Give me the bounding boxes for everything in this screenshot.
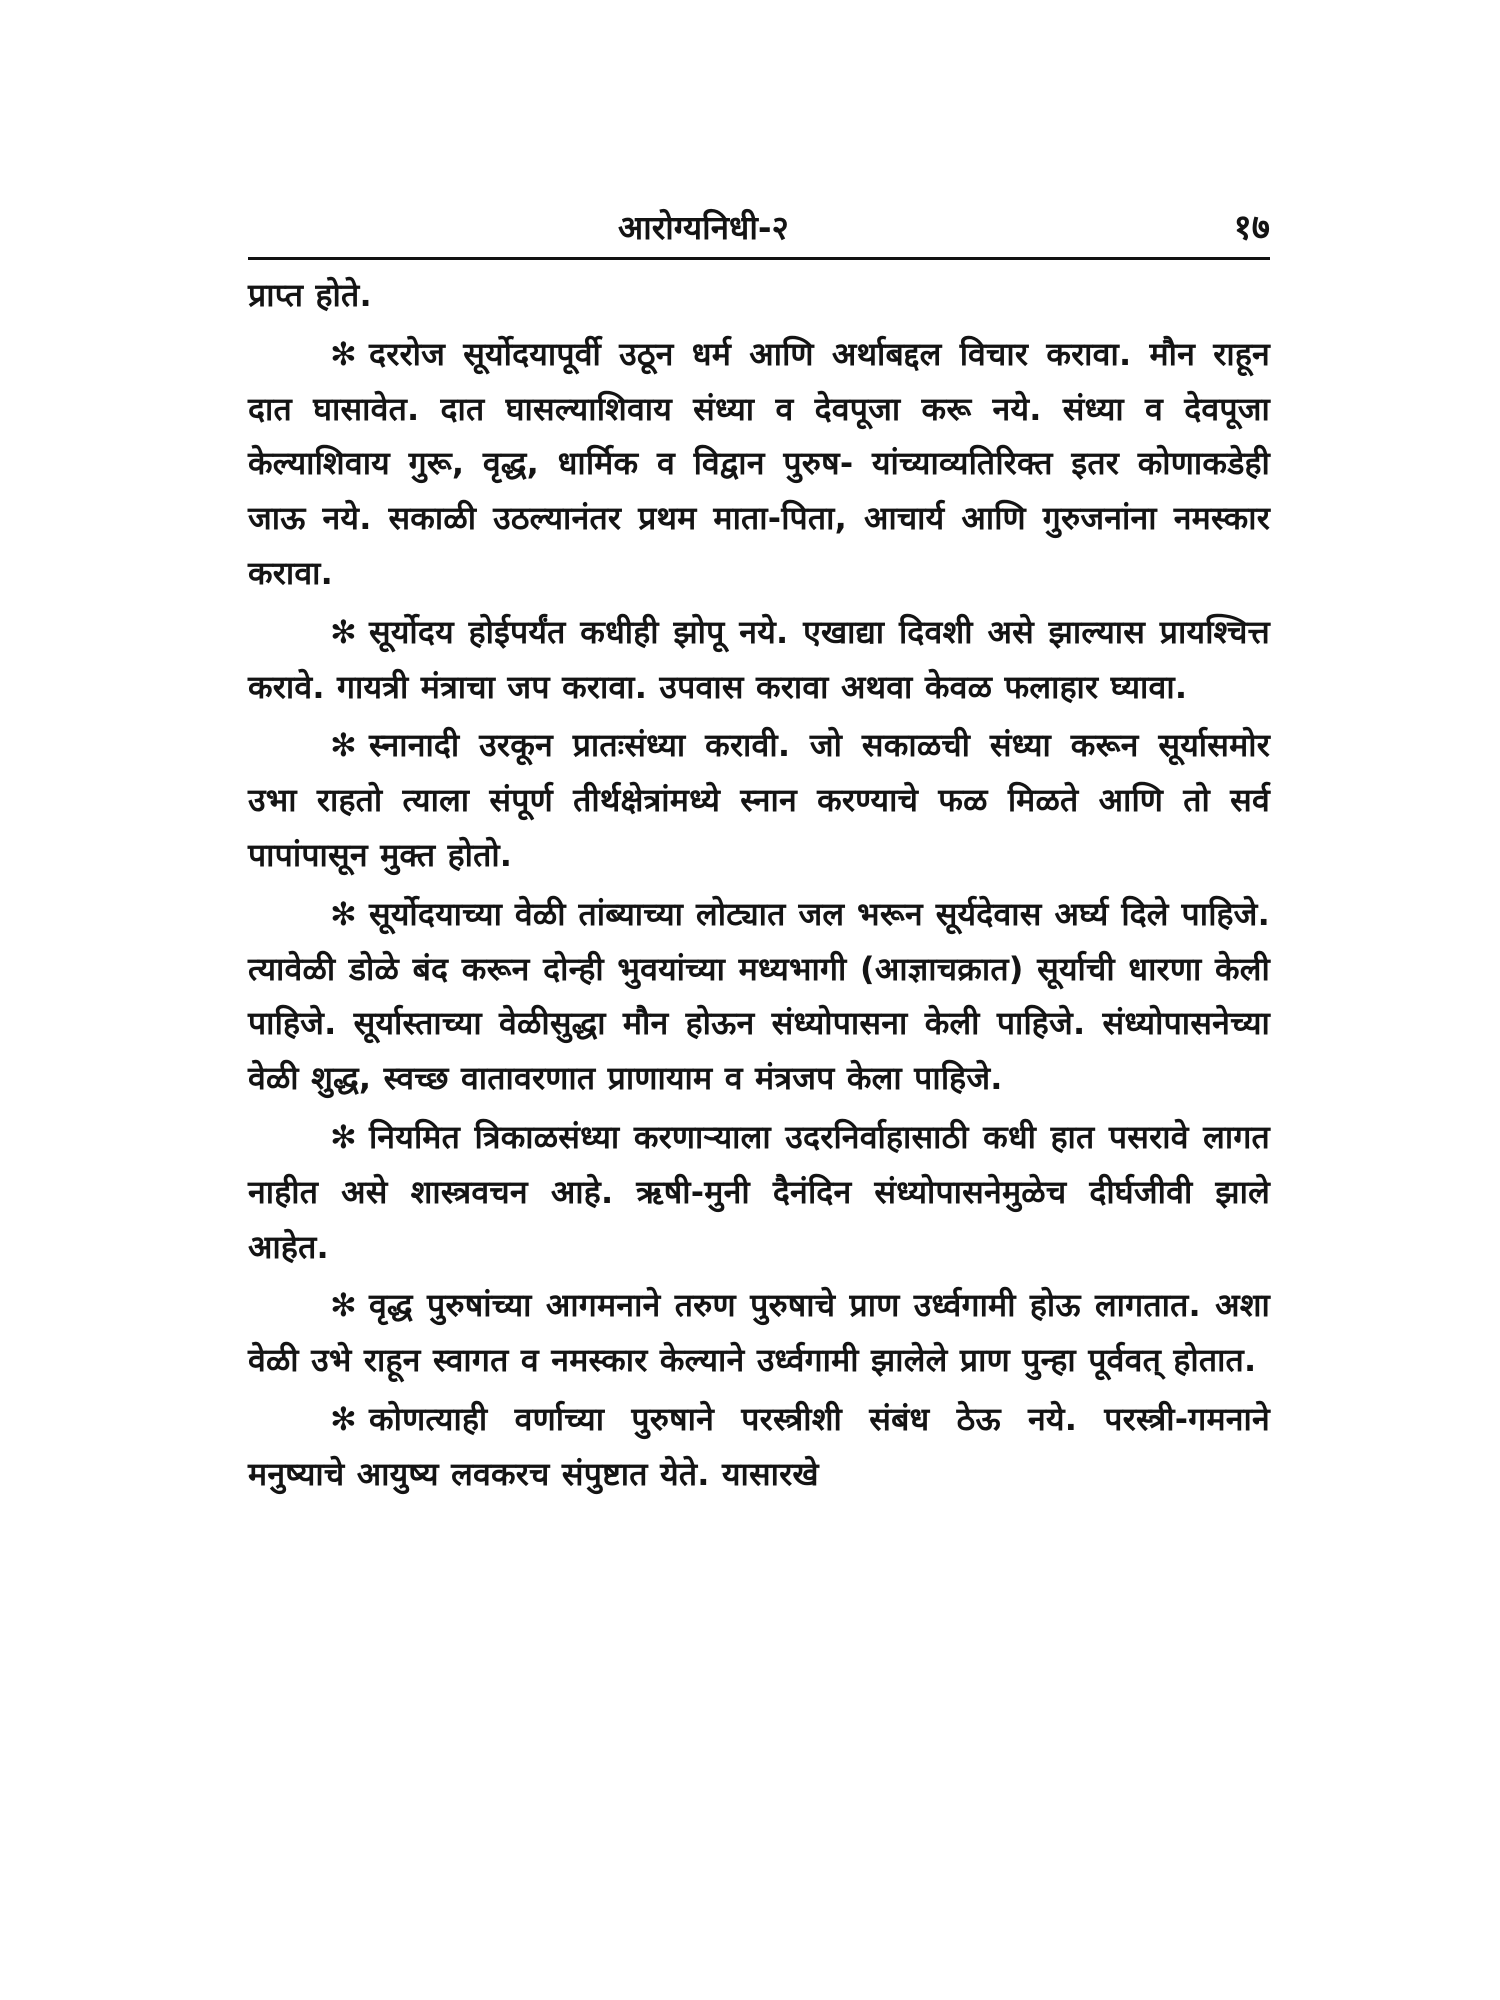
- bullet-paragraph: [248, 1278, 1270, 1388]
- asterism-bullet-icon: ✻: [330, 726, 358, 765]
- paragraph-text: वृद्ध पुरुषांच्या आगमनाने तरुण पुरुषाचे प्राण उर्ध्वगामी होऊ लागतात. अशा वेळी उभे राहून स्वागत व नमस्कार केल्याने उर्ध्वगामी झालेले प्राण पुन्हा पूर्ववत् होतात.: [248, 1286, 1270, 1380]
- bullet-paragraph: [248, 1392, 1270, 1502]
- paragraph-text: कोणत्याही वर्णाच्या पुरुषाने परस्त्रीशी संबंध ठेऊ नये. परस्त्री-गमनाने मनुष्याचे आयुष्य लवकरच संपुष्टात येते. यासारखे: [248, 1399, 1270, 1493]
- paragraph-text: नियमित त्रिकाळसंध्या करणाऱ्याला उदरनिर्वाहासाठी कधी हात पसरावे लागत नाहीत असे शास्त्रवचन आहे. ऋषी-मुनी दैनंदिन संध्योपासनेमुळेच दीर्घजीवी झाले आहेत.: [248, 1117, 1270, 1266]
- asterism-bullet-icon: ✻: [330, 1286, 358, 1325]
- asterism-bullet-icon: ✻: [330, 334, 358, 373]
- paragraph-text: सूर्योदयाच्या वेळी तांब्याच्या लोट्यात जल भरून सूर्यदेवास अर्घ्य दिले पाहिजे. त्यावेळी डोळे बंद करून दोन्ही भुवयांच्या मध्यभागी (आज्ञाचक्रात) सूर्याची धारणा केली पाहिजे. सूर्यास्ताच्या वेळीसुद्धा मौन होऊन संध्योपासना केली पाहिजे. संध्योपासनेच्या वेळी शुद्ध, स्वच्छ वातावरणात प्राणायाम व मंत्रजप केला पाहिजे.: [248, 894, 1270, 1098]
- asterism-bullet-icon: ✻: [330, 894, 358, 933]
- bullet-paragraph: [248, 887, 1270, 1106]
- paragraph-text: स्नानादी उरकून प्रातःसंध्या करावी. जो सकाळची संध्या करून सूर्यासमोर उभा राहतो त्याला संपूर्ण तीर्थक्षेत्रांमध्ये स्नान करण्याचे फळ मिळते आणि तो सर्व पापांपासून मुक्त होतो.: [248, 726, 1270, 874]
- page-number: १७: [1233, 208, 1270, 248]
- running-header-title: आरोग्यनिधी-२: [618, 208, 789, 247]
- paragraph-text: दररोज सूर्योदयापूर्वी उठून धर्म आणि अर्थाबद्दल विचार करावा. मौन राहून दात घासावेत. दात घासल्याशिवाय संध्या व देवपूजा करू नये. संध्या व देवपूजा केल्याशिवाय गुरू, वृद्ध, धार्मिक व विद्वान पुरुष- यांच्याव्यतिरिक्त इतर कोणाकडेही जाऊ नये. सकाळी उठल्यानंतर प्रथम माता-पिता, आचार्य आणि गुरुजनांना नमस्कार करावा.: [248, 334, 1270, 592]
- paragraph-text: सूर्योदय होईपर्यंत कधीही झोपू नये. एखाद्या दिवशी असे झाल्यास प्रायश्चित्त करावे. गायत्री मंत्राचा जप करावा. उपवास करावा अथवा केवळ फलाहार घ्यावा.: [248, 612, 1270, 706]
- asterism-bullet-icon: ✻: [330, 1399, 358, 1438]
- header-rule: [248, 257, 1270, 260]
- running-header: [248, 206, 1270, 254]
- asterism-bullet-icon: ✻: [330, 1117, 358, 1156]
- bullet-paragraph: [248, 718, 1270, 882]
- bullet-paragraph: [248, 1110, 1270, 1274]
- paragraph-text: प्राप्त होते.: [248, 276, 372, 314]
- asterism-bullet-icon: ✻: [330, 612, 358, 651]
- bullet-paragraph: [248, 327, 1270, 601]
- body-text: [248, 268, 1270, 1506]
- paragraph-continuation: [248, 268, 1270, 323]
- bullet-paragraph: [248, 605, 1270, 715]
